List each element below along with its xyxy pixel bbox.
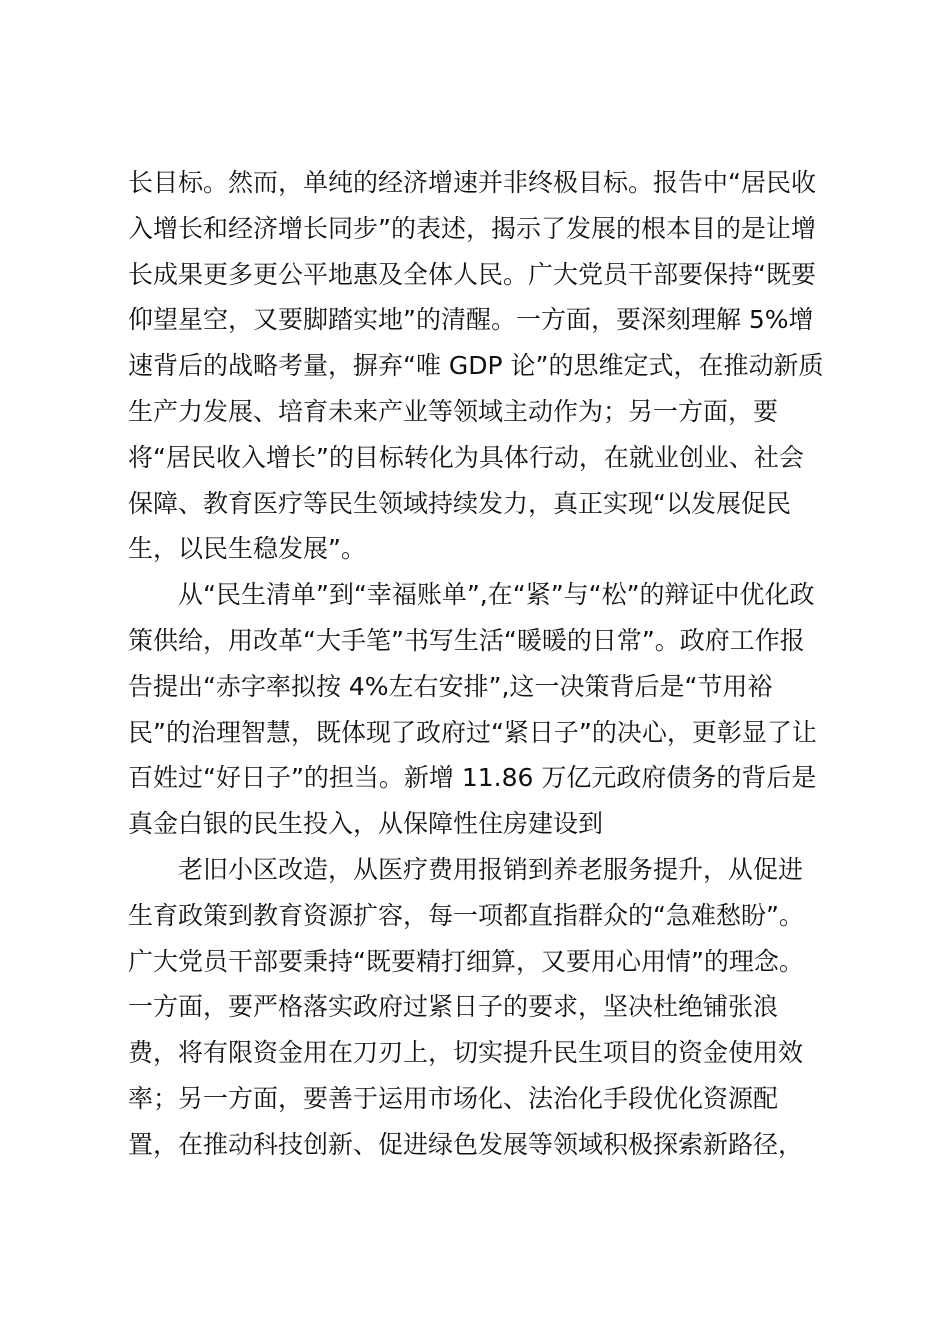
text-line: 生，以民生稳发展”。 — [128, 534, 366, 564]
body-text — [128, 160, 832, 1168]
text-line: 长目标。然而，单纯的经济增速并非终极目标。报告中“居民收 — [128, 168, 816, 197]
text-line: 率；另一方面，要善于运用市场化、法治化手段优化资源配 — [128, 1083, 779, 1113]
paragraph-2 — [128, 572, 832, 847]
text-line: 老旧小区改造，从医疗费用报销到养老服务提升，从促进 — [178, 854, 804, 884]
text-line: 生产力发展、培育未来产业等领域主动作为；另一方面，要 — [128, 396, 779, 426]
text-line: 真金白银的民生投入，从保障性住房建设到 — [128, 809, 604, 839]
text-line: 民”的治理智慧，既体现了政府过“紧日子”的决心，更彰显了让 — [128, 717, 817, 747]
text-line: 告提出“赤字率拟按 4%左右安排”,这一决策背后是“节用裕 — [128, 671, 773, 701]
text-line: 将“居民收入增长”的目标转化为具体行动，在就业创业、社会 — [128, 442, 804, 472]
text-line: 入增长和经济增长同步”的表述，揭示了发展的根本目的是让增 — [128, 213, 816, 243]
text-line: 广大党员干部要秉持“既要精打细算，又要用心用情”的理念。 — [128, 946, 804, 976]
text-line: 一方面，要严格落实政府过紧日子的要求，坚决杜绝铺张浪 — [128, 992, 779, 1022]
text-line: 生育政策到教育资源扩容，每一项都直指群众的“急难愁盼”。 — [128, 900, 804, 930]
paragraph-3 — [128, 847, 832, 1168]
text-line: 置，在推动科技创新、促进绿色发展等领域积极探索新路径， — [128, 1129, 804, 1159]
text-line: 保障、教育医疗等民生领域持续发力，真正实现“以发展促民 — [128, 488, 791, 518]
paragraph-1 — [128, 160, 832, 572]
text-line: 策供给，用改革“大手笔”书写生活“暖暖的日常”。政府工作报 — [128, 625, 805, 655]
text-line: 仰望星空，又要脚踏实地”的清醒。一方面，要深刻理解 5%增 — [128, 305, 814, 335]
text-line: 长成果更多更公平地惠及全体人民。广大党员干部要保持“既要 — [128, 259, 816, 289]
text-line: 费，将有限资金用在刀刃上，切实提升民生项目的资金使用效 — [128, 1038, 804, 1068]
text-line: 速背后的战略考量，摒弃“唯 GDP 论”的思维定式，在推动新质 — [128, 351, 824, 381]
text-line: 百姓过“好日子”的担当。新增 11.86 万亿元政府债务的背后是 — [128, 763, 817, 793]
text-line: 从“民生清单”到“幸福账单”,在“紧”与“松”的辩证中优化政 — [178, 580, 815, 610]
